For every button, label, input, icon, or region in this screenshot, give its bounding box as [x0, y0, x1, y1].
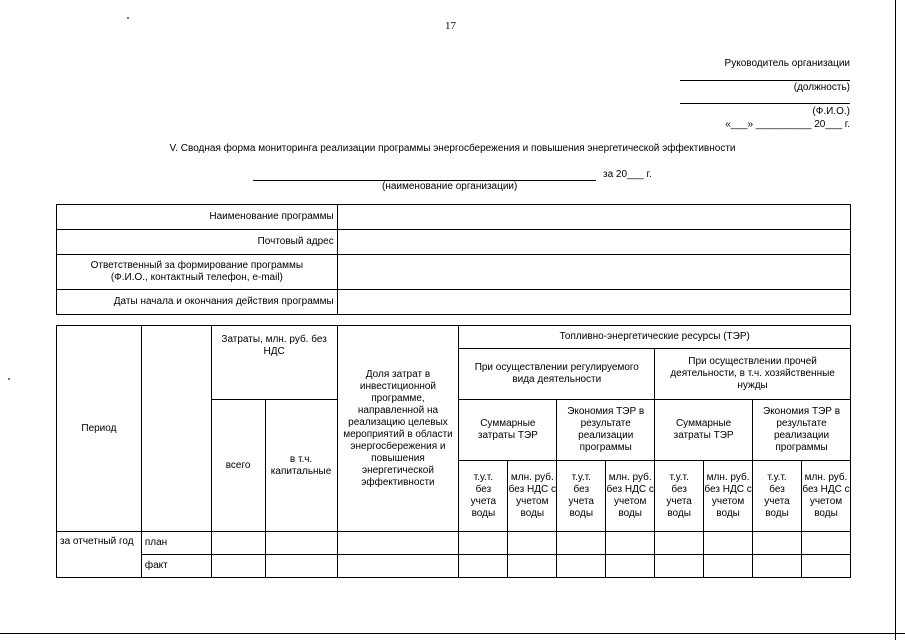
data-cell[interactable] — [801, 555, 850, 578]
economy-header: Экономия ТЭР в результате реализации программы — [557, 400, 655, 461]
fact-label: факт — [141, 555, 211, 578]
other-header: При осуществлении прочей деятельности, в т.ч. хозяйственные нужды — [655, 349, 851, 400]
page-edge-bottom — [0, 633, 905, 634]
monitoring-table — [56, 325, 851, 578]
empty-header — [141, 326, 211, 532]
ter-header: Топливно-энергетические ресурсы (ТЭР) — [459, 326, 851, 349]
table-row — [57, 555, 851, 578]
data-cell[interactable] — [459, 532, 508, 555]
data-cell[interactable] — [557, 532, 606, 555]
unit-tut-header: т.у.т. без учета воды — [753, 461, 802, 532]
unit-rub-header: млн. руб. без НДС с учетом воды — [606, 461, 655, 532]
data-cell[interactable] — [801, 532, 850, 555]
table-row — [57, 255, 851, 290]
data-cell[interactable] — [655, 555, 704, 578]
head-label: Руководитель организации — [724, 58, 850, 69]
economy-header: Экономия ТЭР в результате реализации программы — [753, 400, 851, 461]
form-title: V. Сводная форма мониторинга реализации программы энергосбережения и повышения энергетической эффективности — [169, 143, 736, 154]
data-cell[interactable] — [753, 555, 802, 578]
data-cell[interactable] — [704, 555, 753, 578]
data-cell[interactable] — [753, 532, 802, 555]
table-row — [57, 230, 851, 255]
scan-speck — [8, 378, 10, 380]
table-row — [57, 205, 851, 230]
org-caption: (наименование организации) — [382, 181, 518, 192]
info-label: Почтовый адрес — [57, 230, 338, 255]
table-row — [57, 290, 851, 315]
period-cell: за отчетный год — [57, 532, 142, 578]
unit-tut-header: т.у.т. без учета воды — [459, 461, 508, 532]
info-label: Наименование программы — [57, 205, 338, 230]
regulated-header: При осуществлении регулируемого вида деятельности — [459, 349, 655, 400]
page-number: 17 — [445, 20, 456, 32]
info-value-field[interactable] — [337, 255, 850, 290]
data-cell[interactable] — [337, 532, 459, 555]
date-line: «___» __________ 20___ г. — [725, 119, 850, 130]
data-cell[interactable] — [606, 532, 655, 555]
unit-rub-header: млн. руб. без НДС с учетом воды — [704, 461, 753, 532]
name-line — [680, 103, 850, 104]
costs-header: Затраты, млн. руб. без НДС — [211, 326, 337, 400]
info-table — [56, 204, 851, 315]
info-label: Даты начала и окончания действия программы — [57, 290, 338, 315]
info-value-field[interactable] — [337, 230, 850, 255]
data-cell[interactable] — [655, 532, 704, 555]
unit-tut-header: т.у.т. без учета воды — [557, 461, 606, 532]
table-row — [57, 532, 851, 555]
data-cell[interactable] — [704, 532, 753, 555]
total-ter-header: Суммарные затраты ТЭР — [655, 400, 753, 461]
position-line — [680, 80, 850, 81]
data-cell[interactable] — [557, 555, 606, 578]
data-cell[interactable] — [211, 555, 265, 578]
data-cell[interactable] — [508, 555, 557, 578]
costs-total-header: всего — [211, 400, 265, 532]
unit-rub-header: млн. руб. без НДС с учетом воды — [508, 461, 557, 532]
period-header: Период — [57, 326, 142, 532]
data-cell[interactable] — [211, 532, 265, 555]
page-edge-right — [895, 0, 896, 640]
share-header: Доля затрат в инвестиционной программе, направленной на реализацию целевых мероприятий в области энергосбережения и повышения энергетической эффективности — [337, 326, 459, 532]
org-period: за 20___ г. — [603, 169, 652, 180]
unit-tut-header: т.у.т. без учета воды — [655, 461, 704, 532]
data-cell[interactable] — [508, 532, 557, 555]
data-cell[interactable] — [459, 555, 508, 578]
name-label: (Ф.И.О.) — [812, 106, 850, 117]
data-cell[interactable] — [337, 555, 459, 578]
data-cell[interactable] — [265, 555, 337, 578]
position-label: (должность) — [793, 82, 850, 93]
scan-speck — [127, 17, 129, 19]
unit-rub-header: млн. руб. без НДС с учетом воды — [801, 461, 850, 532]
data-cell[interactable] — [606, 555, 655, 578]
info-label: Ответственный за формирование программы (Ф.И.О., контактный телефон, e-mail) — [57, 255, 338, 290]
costs-capital-header: в т.ч. капитальные — [265, 400, 337, 532]
data-cell[interactable] — [265, 532, 337, 555]
info-value-field[interactable] — [337, 205, 850, 230]
total-ter-header: Суммарные затраты ТЭР — [459, 400, 557, 461]
info-value-field[interactable] — [337, 290, 850, 315]
plan-label: план — [141, 532, 211, 555]
